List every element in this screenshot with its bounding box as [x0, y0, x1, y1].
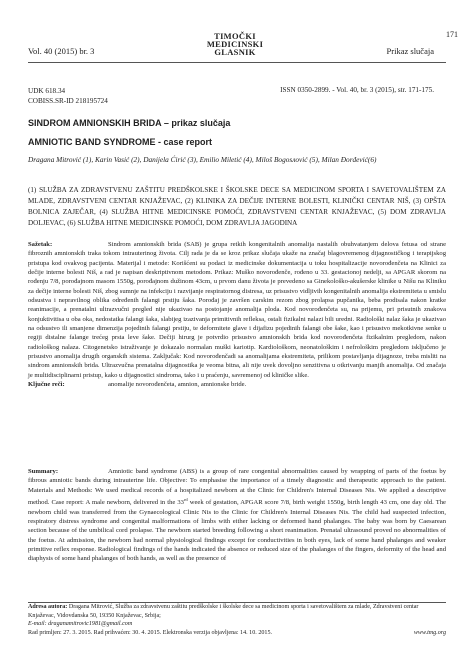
- abstract-label: Sažetak:: [28, 241, 53, 248]
- summary-label: Summary:: [28, 468, 59, 475]
- author-email[interactable]: E-mail: draganamitrovic1981@gmail.com: [28, 621, 133, 628]
- summary-text: Amniotic band syndrome (ABS) is a group of rare congenital abnormalities caused by wrapping of parts of the foetus by fibrous amniotic bands during intrauterine life. Objective: To emphasise the importance of a timely diagnostic and therapeutic approach to the patient. Materials and Methods: We used medical records of a hospitalized newborn at the Clinic for Children's Internal Diseases Nis. We applied a descriptive method. Case report: A male newborn, delivered in the 33: [28, 468, 446, 507]
- abstract-english: [28, 467, 446, 564]
- logo-line-2: MEDICINSKI: [206, 39, 264, 49]
- keywords-label: Ključne reči:: [28, 381, 65, 389]
- ordinal-suffix: rd: [183, 497, 188, 503]
- submission-dates: Rad primljen: 27. 3. 2015. Rad prihvaćen: 30. 4. 2015. Elektronska verzija objavljena: 14. 10. 2015.: [28, 630, 273, 637]
- cobiss: COBISS.SR-ID 218195724: [28, 97, 108, 105]
- volume-info: Vol. 40 (2015) br. 3: [28, 46, 95, 56]
- footer-box: [28, 602, 446, 638]
- author-list: Dragana Mitrović (1), Karin Vasić (2), Danijela Ćirić (3), Emilio Miletić (4), Miloš Bogosлović (5), Milan Đorđević(6): [28, 155, 377, 164]
- udk: UDK 618.34: [28, 87, 66, 95]
- logo-line-3: GLASNIK: [214, 47, 256, 57]
- header-rule: [28, 62, 446, 63]
- journal-logo: [200, 32, 270, 56]
- issn: ISSN 0350-2899. - Vol. 40, br. 3 (2015), str. 171-175.: [280, 86, 434, 94]
- keywords-text: anomalije novorođenčeta, amnion, amnionske bride.: [108, 381, 247, 389]
- address-label: Adresa autora:: [28, 604, 68, 610]
- identifiers: [28, 86, 108, 106]
- abstract-serbian: [28, 240, 446, 390]
- journal-url[interactable]: www.tmg.org: [413, 630, 446, 637]
- page-number: 171: [446, 30, 458, 39]
- abstract-text: Sindrom amnionskih brida (SAB) je grupa retkih kongenitalnih anomalija nastalih obuhvatanjem delova fetusa od strane fibroznih amnionskih traka tokom intrauterinog života. Cilj rada je da se kroz prikaz slučaja ukaže na značaj blagovremenog dijagnostičkog i terapijskog pristupa kod ovakvog pacijenta. Materijal i metode: Korišćeni su podaci iz medicinske dokumentacija u toku hospitalizacije novorođenčeta na Klinici za dečije interne bolesti Niš, a rad je napisan deskriptivnom metodom. Prikaz: Muško novorođenče, rođeno u 33. gestacionoj nedelji, sa APGAR skorom na rođenju 7/8, porođajnom masom 1550g, porođajnom dužinom 43cm, u prvom danu života je prevedeno sa Ginekološko-akušerske klinike u Nišu na Kliniku za dečije interne bolesti Niš, zbog sumnje na infekciju i razvijanje respiratornog distresa, uz prisustvo vidljivih kongenitalnih anomalija ekstremiteta u smislu odsustva i nepravilnog oblika određenih falangi prstiju šaka. Porođaj je završen carskim rezom zbog prolapsa pupčanika, beba prodisala nakon kratke reanimacije, a prenatalni ultrazvučni pregled nije ukazivao na postojanje anomalija ploda. Kod novorođenčeta su, na prijemu, pri prisutnih znakova konjuktivitisa u oba oka, nedostatka falangi šaka, slabijeg izazivanja primitivnih refleksa, ostali fizikalni nalazi bili uredni. Radiološki nalaz šaka je ukazivao na odsustvo ili smanjene dimenzija pojedinih falangi prstiju, te deformitete glave i dijafizu pojedinih falangi obe šake, kao i prisustvo mekotkivne senke u regiji distalne falange trećeg prsta leve šake. Dečiji hirurg je potvrdio prisustvo amnionskih brida kod novorođenčeta fizikalnim pregledom, nakon radiološkog nalaza. Citogenetsko istraživanje je dokazalo normalan muški kariotip. Kardiološkom, neonatološkim i nefrološkim pregledom isključeno je prisustvo anomalija drugih organskih sistema. Zaključak: Kod novorođenčadi sa anomalijama ekstremiteta, prilikom postavljanja dijagnoze, treba misliti na sindrom amnionskih brida. Ultrazvučna prenatalna dijagnostika je veoma bitna, ali nije uvek dovoljno senzitivna u otkrivanju manjih anomalija. Od značaja je multidisciplinarni pristup, kako u dijagnostici sindroma, tako i u praćenju, savremenoj od kliničke slike.: [28, 241, 446, 379]
- title-english: AMNIOTIC BAND SYNDROME - case report: [28, 137, 213, 147]
- affiliations: (1) SLUŽBA ZA ZDRAVSTVENU ZAŠTITU PREDŠKOLSKE I ŠKOLSKE DECE SA MEDICINOM SPORTA I SAVETOVALIŠTEM ZA MLADE, ZDRAVSTVENI CENTAR KNJAŽEVAC, (2) KLINIKA ZA DEČIJE INTERNE BOLESTI, KLINIČKI CENTAR NIŠ, (3) OPŠTA BOLNICA ZAJEČAR, (4) SLUŽBA HITNE MEDICINSKE POMOĆI, ZDRAVSTVENI CENTAR KNJAŽEVAC, (5) DOM ZDRAVLJA DOLJEVAC, (6) SLUŽBA HITNE MEDICINSKE POMOĆI, DOM ZDRAVLJA JAGODINA: [28, 186, 446, 227]
- summary-text-cont: week of gestation, APGAR score 7/8, birth weight 1550g, birth length 43 cm, one day old. The newborn child was transferred from the Gynaecological Clinic Nis to the Clinic for Children's Internal Diseases Nis. The child had suspected infection, respiratory distress syndrome and congenital malformations of limbs with either lacking or deformed hand phalanges. The baby was born by Caesarean section because of the umbilical cord prolapse. The newborn started breeding following a short reanimation. Prenatal ultrasound proved no abnormalities of the foetus. At admission, the newborn had normal physiological findings except for conductivities in both eyes, lack of some hand phalanges and weaker primitive reflex response. Radiological findings of the hands indicated the absence or reduced size of the phalanges of the fingers, deformity of the head and diaphysis of some hand phalanges of both hands, as well as the presence of: [28, 499, 446, 563]
- title-serbian: SINDROM AMNIONSKIH BRIDA – prikaz slučaja: [28, 118, 231, 128]
- logo-line-1: TIMOČKI: [214, 31, 256, 41]
- address-text: Dragana Mitrović, Služba za zdravstvenu zaštitu predškolske i školske dece sa medicinom sporta i savetovalištem za mlade, Zdravstveni centar Knjaževac, Vidovdanska 50, 19350 Knjaževac, Srbija;: [28, 604, 419, 619]
- section-label: Prikaz slučaja: [386, 46, 434, 56]
